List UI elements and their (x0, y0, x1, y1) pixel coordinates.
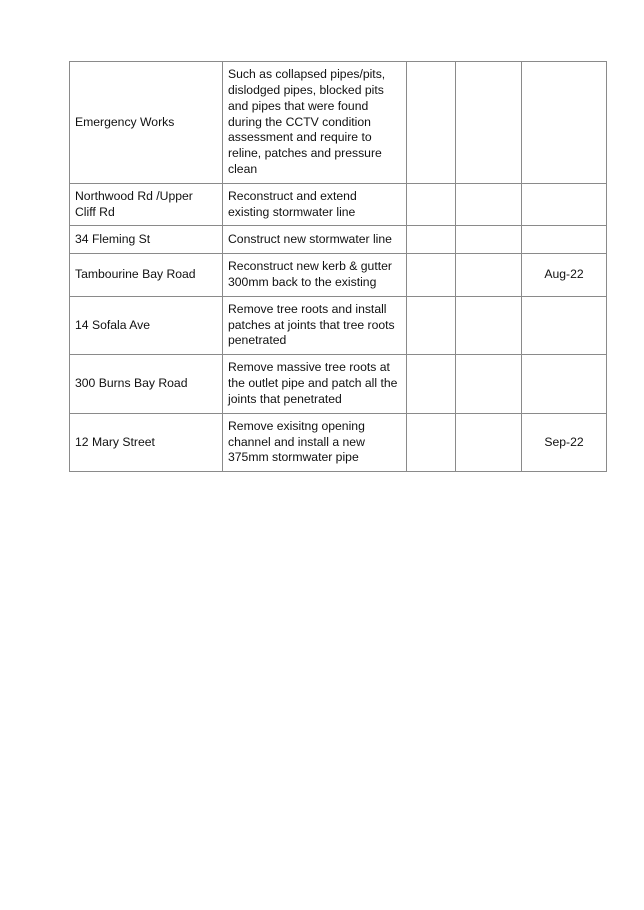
table-row (70, 414, 607, 472)
date-cell (522, 184, 607, 226)
table-row (70, 254, 607, 297)
date-cell (522, 355, 607, 414)
table-row (70, 297, 607, 355)
empty-cell (407, 62, 456, 184)
empty-cell (456, 254, 522, 297)
description-cell: Such as collapsed pipes/pits, dislodged pipes, blocked pits and pipes that were found during the CCTV condition assessment and require to reline, patches and pressure clean (223, 62, 407, 184)
date-cell (522, 297, 607, 355)
date-cell (522, 62, 607, 184)
empty-cell (456, 355, 522, 414)
location-cell: 14 Sofala Ave (70, 297, 223, 355)
date-cell: Sep-22 (522, 414, 607, 472)
table-row (70, 355, 607, 414)
location-cell: Emergency Works (70, 62, 223, 184)
empty-cell (407, 254, 456, 297)
works-schedule-table (69, 61, 607, 472)
empty-cell (456, 226, 522, 254)
empty-cell (407, 355, 456, 414)
empty-cell (456, 62, 522, 184)
location-cell: Northwood Rd /Upper Cliff Rd (70, 184, 223, 226)
description-cell: Remove massive tree roots at the outlet pipe and patch all the joints that penetrated (223, 355, 407, 414)
empty-cell (407, 297, 456, 355)
location-cell: 34 Fleming St (70, 226, 223, 254)
description-cell: Remove tree roots and install patches at joints that tree roots penetrated (223, 297, 407, 355)
date-cell (522, 226, 607, 254)
table-row (70, 226, 607, 254)
description-cell: Reconstruct and extend existing stormwater line (223, 184, 407, 226)
table-row (70, 62, 607, 184)
description-cell: Reconstruct new kerb & gutter 300mm back to the existing (223, 254, 407, 297)
empty-cell (407, 226, 456, 254)
empty-cell (456, 184, 522, 226)
empty-cell (456, 414, 522, 472)
location-cell: 12 Mary Street (70, 414, 223, 472)
date-cell: Aug-22 (522, 254, 607, 297)
table-row (70, 184, 607, 226)
location-cell: Tambourine Bay Road (70, 254, 223, 297)
description-cell: Construct new stormwater line (223, 226, 407, 254)
empty-cell (407, 414, 456, 472)
location-cell: 300 Burns Bay Road (70, 355, 223, 414)
description-cell: Remove exisitng opening channel and install a new 375mm stormwater pipe (223, 414, 407, 472)
empty-cell (407, 184, 456, 226)
empty-cell (456, 297, 522, 355)
